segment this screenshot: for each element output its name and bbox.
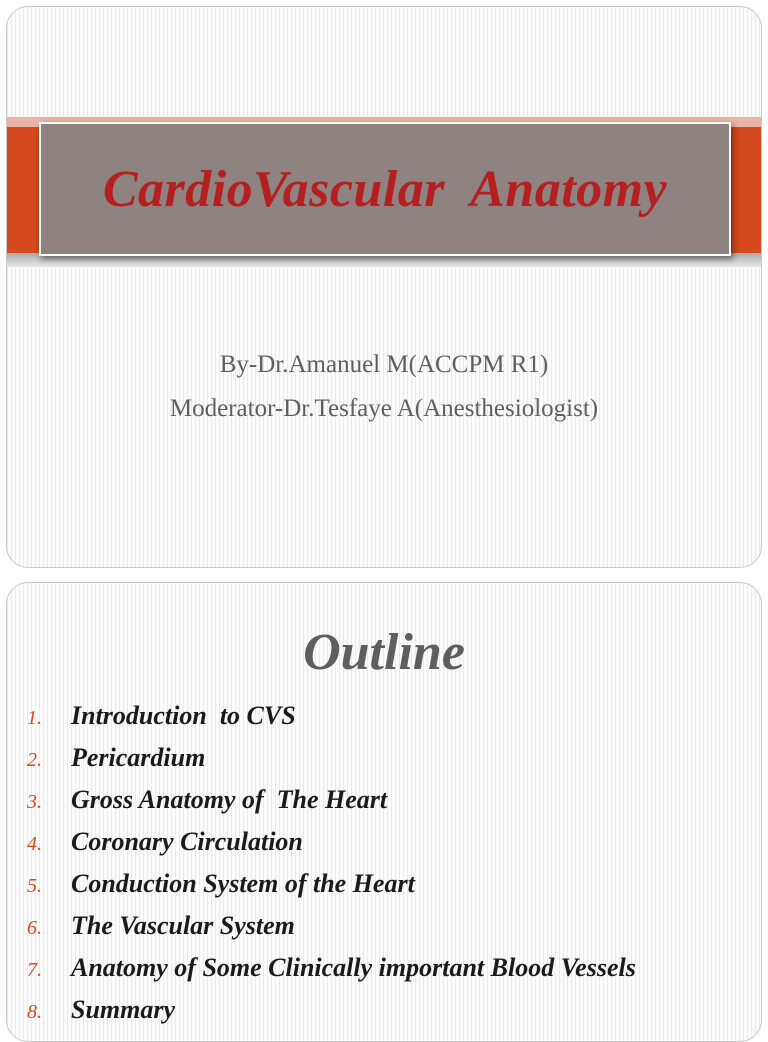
list-item bbox=[27, 995, 636, 1037]
list-number: 3. bbox=[27, 791, 42, 813]
list-item bbox=[27, 785, 636, 827]
list-item bbox=[27, 701, 636, 743]
list-text: The Vascular System bbox=[71, 911, 295, 940]
list-text: Summary bbox=[71, 995, 176, 1024]
list-number: 6. bbox=[27, 917, 42, 939]
list-number: 2. bbox=[27, 749, 42, 771]
list-item bbox=[27, 743, 636, 785]
byline-block bbox=[7, 343, 761, 431]
list-text: Introduction to CVS bbox=[71, 701, 296, 730]
outline-list bbox=[27, 701, 636, 1037]
list-item bbox=[27, 869, 636, 911]
list-text: Coronary Circulation bbox=[71, 827, 303, 856]
list-text: Anatomy of Some Clinically important Blood Vessels bbox=[71, 953, 636, 982]
list-number: 5. bbox=[27, 875, 42, 897]
list-item bbox=[27, 827, 636, 869]
list-text: Conduction System of the Heart bbox=[71, 869, 415, 898]
outline-title: Outline bbox=[303, 624, 465, 681]
list-number: 8. bbox=[27, 1001, 42, 1023]
list-number: 4. bbox=[27, 833, 42, 855]
title-box bbox=[39, 122, 731, 256]
list-text: Pericardium bbox=[71, 743, 206, 772]
title-slide bbox=[6, 6, 762, 568]
author-line: By-Dr.Amanuel M(ACCPM R1) bbox=[219, 351, 549, 378]
slide-title: CardioVascular Anatomy bbox=[102, 160, 668, 218]
outline-slide bbox=[6, 582, 762, 1042]
moderator-line: Moderator-Dr.Tesfaye A(Anesthesiologist) bbox=[169, 395, 599, 422]
list-number: 7. bbox=[27, 959, 42, 981]
list-number: 1. bbox=[27, 707, 42, 729]
list-item bbox=[27, 953, 636, 995]
list-item bbox=[27, 911, 636, 953]
list-text: Gross Anatomy of The Heart bbox=[71, 785, 388, 814]
